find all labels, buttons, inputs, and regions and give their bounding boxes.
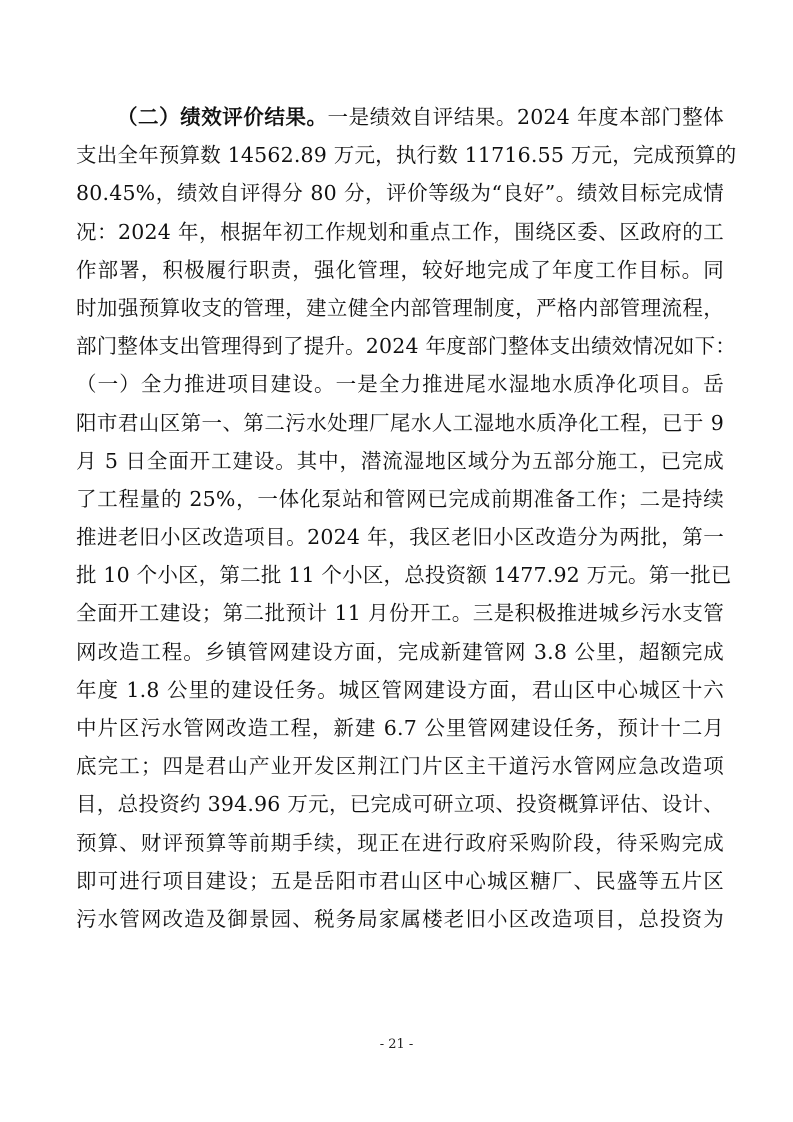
paragraph-line: （二）绩效评价结果。一是绩效自评结果。2024 年度本部门整体: [117, 105, 725, 129]
paragraph-line: 作部署，积极履行职责，强化管理，较好地完成了年度工作目标。同: [76, 257, 724, 282]
paragraph-line: 阳市君山区第一、第二污水处理厂尾水人工湿地水质净化工程，已于 9: [76, 410, 724, 435]
paragraph-line: （一）全力推进项目建设。一是全力推进尾水湿地水质净化项目。岳: [76, 372, 724, 397]
paragraph-line: 况：2024 年，根据年初工作规划和重点工作，围绕区委、区政府的工: [76, 219, 724, 244]
paragraph-line: 年度 1.8 公里的建设任务。城区管网建设方面，君山区中心城区十六: [76, 677, 724, 702]
paragraph-line: 预算、财评预算等前期手续，现正在进行政府采购阶段，待采购完成: [76, 830, 724, 855]
paragraph-line: 了工程量的 25%，一体化泵站和管网已完成前期准备工作；二是持续: [76, 486, 724, 511]
paragraph-line: 污水管网改造及御景园、税务局家属楼老旧小区改造项目，总投资为: [76, 906, 724, 931]
paragraph-line: 即可进行项目建设；五是岳阳市君山区中心城区糖厂、民盛等五片区: [76, 868, 724, 893]
paragraph-line: 中片区污水管网改造工程，新建 6.7 公里管网建设任务，预计十二月: [76, 716, 724, 740]
paragraph-line: 底完工；四是君山产业开发区荆江门片区主干道污水管网应急改造项: [76, 754, 724, 779]
paragraph-line: 网改造工程。乡镇管网建设方面，完成新建管网 3.8 公里，超额完成: [76, 639, 724, 664]
paragraph-line: 80.45%，绩效自评得分 80 分，评价等级为“良好”。绩效目标完成情: [76, 181, 724, 206]
page-number: - 21 -: [379, 1037, 414, 1052]
body-text: [76, 98, 737, 938]
paragraph-line: 批 10 个小区，第二批 11 个小区，总投资额 1477.92 万元。第一批已: [76, 563, 732, 588]
paragraph-line: 支出全年预算数 14562.89 万元，执行数 11716.55 万元，完成预算的: [76, 143, 737, 168]
paragraph-line: 推进老旧小区改造项目。2024 年，我区老旧小区改造分为两批，第一: [76, 525, 724, 550]
paragraph-line: 月 5 日全面开工建设。其中，潜流湿地区域分为五部分施工，已完成: [76, 448, 724, 473]
section-heading: （二）绩效评价结果。: [117, 105, 328, 129]
paragraph-line: 目，总投资约 394.96 万元，已完成可研立项、投资概算评估、设计、: [76, 792, 724, 817]
paragraph-line: 部门整体支出管理得到了提升。2024 年度部门整体支出绩效情况如下：: [76, 334, 736, 359]
paragraph-line: 全面开工建设；第二批预计 11 月份开工。三是积极推进城乡污水支管: [76, 601, 724, 626]
paragraph-line: 时加强预算收支的管理，建立健全内部管理制度，严格内部管理流程，: [76, 295, 724, 320]
